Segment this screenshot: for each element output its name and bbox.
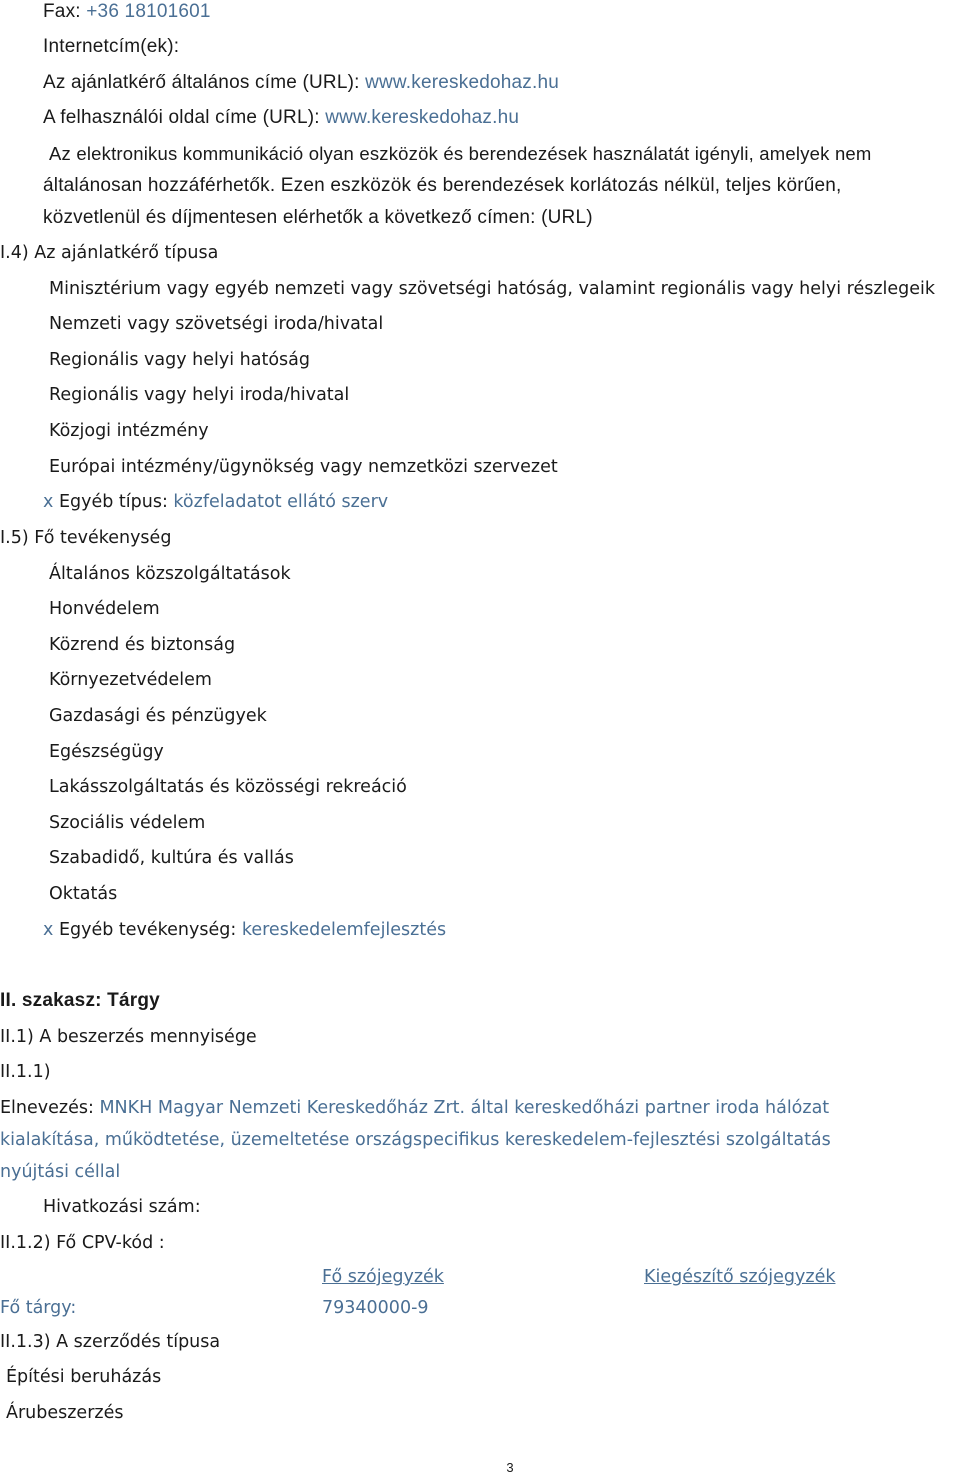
- cpv-col-main-vocabulary: Fő szójegyzék: [322, 1267, 444, 1287]
- cpv-row-label: Fő tárgy:: [0, 1298, 77, 1318]
- general-url-link[interactable]: www.kereskedohaz.hu: [365, 72, 559, 93]
- section-i4-heading: I.4) Az ajánlatkérő típusa: [0, 243, 219, 263]
- checked-mark: x: [43, 492, 54, 512]
- cpv-heading: II.1.2) Fő CPV-kód :: [0, 1233, 165, 1253]
- activity-other: x Egyéb tevékenység: kereskedelemfejlesztés: [43, 920, 447, 940]
- name-line-3: nyújtási céllal: [0, 1162, 121, 1182]
- authority-type-other: x Egyéb típus: közfeladatot ellátó szerv: [43, 492, 389, 512]
- checked-mark: x: [43, 920, 54, 940]
- cpv-col-supplementary-vocabulary: Kiegészítő szójegyzék: [644, 1267, 836, 1287]
- internet-label: Internetcím(ek):: [43, 36, 180, 57]
- authority-type-item: Regionális vagy helyi iroda/hivatal: [49, 385, 350, 405]
- fax-value: +36 18101601: [86, 1, 211, 22]
- activity-item: Közrend és biztonság: [49, 635, 236, 655]
- authority-type-item: Nemzeti vagy szövetségi iroda/hivatal: [49, 314, 384, 334]
- contract-type-item: Építési beruházás: [6, 1367, 162, 1387]
- buyer-url-line: A felhasználói oldal címe (URL): www.kereskedohaz.hu: [43, 107, 520, 128]
- authority-type-item: Közjogi intézmény: [49, 421, 209, 441]
- activity-item: Oktatás: [49, 884, 118, 904]
- activity-item: Gazdasági és pénzügyek: [49, 706, 267, 726]
- contract-type-heading: II.1.3) A szerződés típusa: [0, 1332, 221, 1352]
- activity-item: Szociális védelem: [49, 813, 206, 833]
- activity-item: Környezetvédelem: [49, 670, 212, 690]
- electronic-comm-line-1: Az elektronikus kommunikáció olyan eszközök és berendezések használatát igényli, amelyek nem: [49, 143, 872, 164]
- buyer-url-link[interactable]: www.kereskedohaz.hu: [325, 107, 520, 128]
- reference-number-label: Hivatkozási szám:: [43, 1197, 201, 1217]
- activity-item: Egészségügy: [49, 742, 164, 762]
- section-i5-heading: I.5) Fő tevékenység: [0, 528, 172, 548]
- activity-item: Lakásszolgáltatás és közösségi rekreáció: [49, 777, 407, 797]
- name-line-2: kialakítása, működtetése, üzemeltetése országspecifikus kereskedelem-fejlesztési szolgáltatás: [0, 1130, 831, 1150]
- activity-other-value: kereskedelemfejlesztés: [241, 920, 447, 940]
- authority-type-item: Minisztérium vagy egyéb nemzeti vagy szövetségi hatóság, valamint regionális vagy helyi részlegeik: [49, 279, 936, 299]
- contract-type-item: Árubeszerzés: [6, 1403, 124, 1423]
- electronic-comm-line-2: általánosan hozzáférhetők. Ezen eszközök és berendezések korlátozás nélkül, teljes körűen,: [43, 175, 842, 196]
- authority-type-item: Regionális vagy helyi hatóság: [49, 350, 310, 370]
- section-ii11-heading: II.1.1): [0, 1062, 51, 1082]
- cpv-main-code: 79340000-9: [322, 1298, 429, 1318]
- activity-item: Szabadidő, kultúra és vallás: [49, 848, 294, 868]
- activity-item: Általános közszolgáltatások: [49, 564, 291, 584]
- page-number: 3: [506, 1460, 514, 1475]
- authority-type-item: Európai intézmény/ügynökség vagy nemzetközi szervezet: [49, 457, 558, 477]
- general-url-line: Az ajánlatkérő általános címe (URL): www.kereskedohaz.hu: [43, 72, 559, 93]
- section-ii-heading: II. szakasz: Tárgy: [0, 990, 160, 1011]
- activity-item: Honvédelem: [49, 599, 160, 619]
- name-line-1: Elnevezés: MNKH Magyar Nemzeti Kereskedőház Zrt. által kereskedőházi partner iroda hálózat: [0, 1098, 830, 1118]
- fax-line: Fax: +36 18101601: [43, 1, 211, 22]
- authority-type-other-value: közfeladatot ellátó szerv: [173, 492, 389, 512]
- section-ii1-heading: II.1) A beszerzés mennyisége: [0, 1027, 257, 1047]
- electronic-comm-line-3: közvetlenül és díjmentesen elérhetők a következő címen: (URL): [43, 207, 593, 228]
